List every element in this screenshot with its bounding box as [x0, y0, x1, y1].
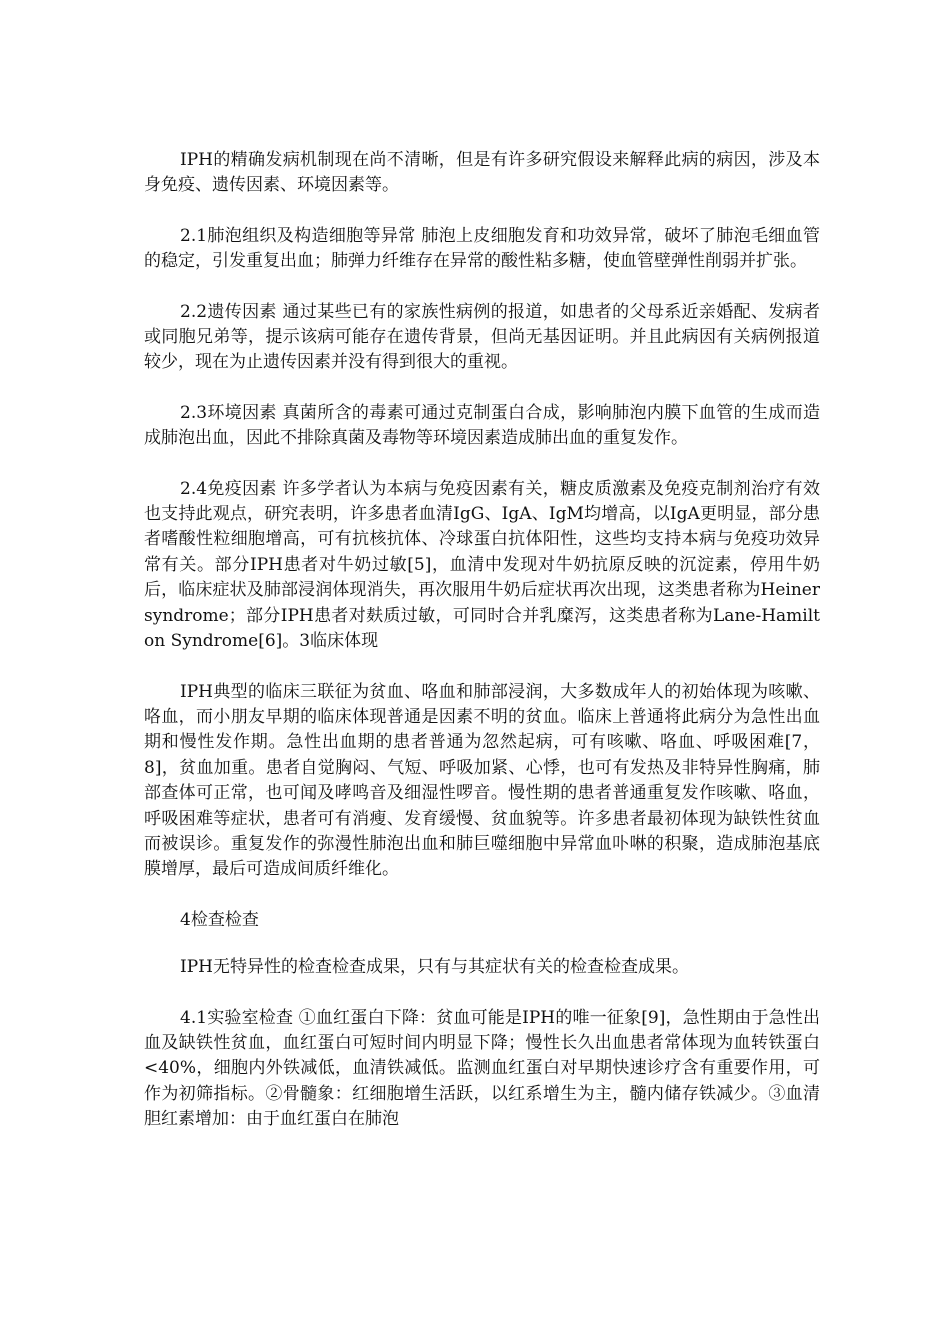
paragraph-alveolar-abnormality: 2.1肺泡组织及构造细胞等异常 肺泡上皮细胞发育和功效异常，破坏了肺泡毛细血管的稳定，引发重复出血；肺弹力纤维存在异常的酸性粘多糖，使血管壁弹性削弱并扩张。 [144, 225, 820, 272]
paragraph-laboratory-tests: 4.1实验室检查 ①血红蛋白下降：贫血可能是IPH的唯一征象[9]，急性期由于急性出血及缺铁性贫血，血红蛋白可短时间内明显下降；慢性长久出血患者常体现为血转铁蛋白<40%，细胞内外铁减低，血清铁减低。监测血红蛋白对早期快速诊疗含有重要作用，可作为初筛指标。②骨髓象：红细胞增生活跃，以红系增生为主，髓内储存铁减少。③血清胆红素增加：由于血红蛋白在肺泡 [144, 1007, 820, 1130]
paragraph-genetic-factors: 2.2遗传因素 通过某些已有的家族性病例的报道，如患者的父母系近亲婚配、发病者或同胞兄弟等，提示该病可能存在遗传背景，但尚无基因证明。并且此病因有关病例报道较少，现在为止遗传因素并没有得到很大的重视。 [144, 301, 820, 373]
paragraph-pathogenesis-intro: IPH的精确发病机制现在尚不清晰，但是有许多研究假设来解释此病的病因，涉及本身免疫、遗传因素、环境因素等。 [144, 150, 820, 196]
paragraph-immune-factors: 2.4免疫因素 许多学者认为本病与免疫因素有关，糖皮质激素及免疫克制剂治疗有效也支持此观点，研究表明，许多患者血清IgG、IgA、IgM均增高，以IgA更明显，部分患者嗜酸性粒细胞增高，可有抗核抗体、冷球蛋白抗体阳性，这些均支持本病与免疫功效异常有关。部分IPH患者对牛奶过敏[5]，血清中发现对牛奶抗原反映的沉淀素，停用牛奶后，临床症状及肺部浸润体现消失，再次服用牛奶后症状再次出现，这类患者称为Heiner syndrome；部分IPH患者对麸质过敏，可同时合并乳糜泻，这类患者称为Lane-Hamilton Syndrome[6]。3临床体现 [144, 478, 820, 652]
document-body [144, 148, 820, 1158]
paragraph-environmental-factors: 2.3环境因素 真菌所含的毒素可通过克制蛋白合成，影响肺泡内膜下血管的生成而造成肺泡出血，因此不排除真菌及毒物等环境因素造成肺出血的重复发作。 [144, 402, 820, 449]
section-heading-examination: 4检查检查 [180, 909, 259, 930]
paragraph-examination-intro: IPH无特异性的检查检查成果，只有与其症状有关的检查检查成果。 [180, 957, 689, 978]
paragraph-clinical-manifestation: IPH典型的临床三联征为贫血、咯血和肺部浸润，大多数成年人的初始体现为咳嗽、咯血，而小朋友早期的临床体现普通是因素不明的贫血。临床上普通将此病分为急性出血期和慢性发作期。急性出血期的患者普通为忽然起病，可有咳嗽、咯血、呼吸困难[7，8]，贫血加重。患者自觉胸闷、气短、呼吸加紧、心悸，也可有发热及非特异性胸痛，肺部查体可正常，也可闻及哮鸣音及细湿性啰音。慢性期的患者普通重复发作咳嗽、咯血，呼吸困难等症状，患者可有消瘦、发育缓慢、贫血貌等。许多患者最初体现为缺铁性贫血而被误诊。重复发作的弥漫性肺泡出血和肺巨噬细胞中异常血卟啉的积聚，造成肺泡基底膜增厚，最后可造成间质纤维化。 [144, 681, 820, 880]
